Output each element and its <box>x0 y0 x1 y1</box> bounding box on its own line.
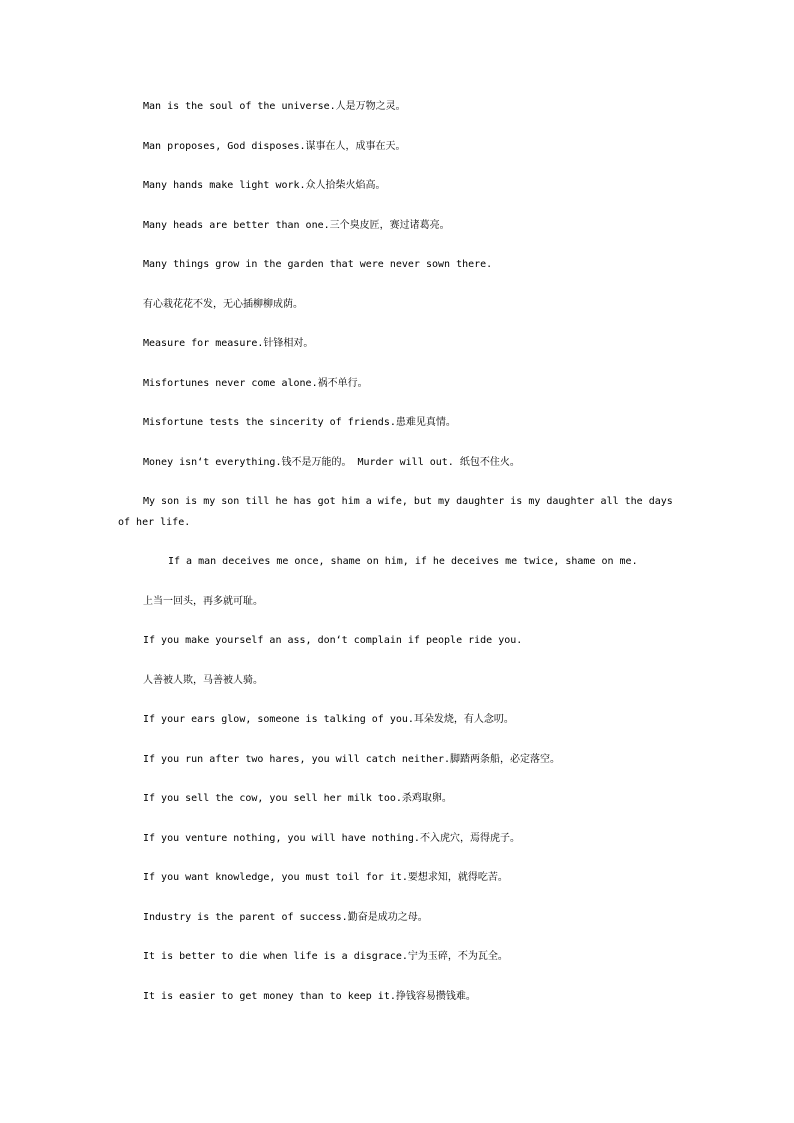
proverb-line: Measure for measure.针锋相对。 <box>143 338 314 349</box>
proverb-line: If you want knowledge, you must toil for it.要想求知，就得吃苦。 <box>143 872 508 883</box>
proverb-line: It is easier to get money than to keep it.挣钱容易攒钱难。 <box>143 991 476 1002</box>
proverb-line: Man proposes, God disposes.谋事在人，成事在天。 <box>143 141 406 152</box>
proverb-line: If you sell the cow, you sell her milk too.杀鸡取卵。 <box>143 793 452 804</box>
proverb-line: If you run after two hares, you will catch neither.脚踏两条船，必定落空。 <box>143 754 561 765</box>
proverb-line: If your ears glow, someone is talking of you.耳朵发烧，有人念叨。 <box>143 714 514 725</box>
proverb-line: Many things grow in the garden that were never sown there. <box>143 259 493 270</box>
proverb-line: 上当一回头，再多就可耻。 <box>143 596 263 607</box>
proverb-line: Man is the soul of the universe.人是万物之灵。 <box>143 101 406 112</box>
proverb-line: Misfortune tests the sincerity of friends.患难见真情。 <box>143 417 456 428</box>
proverb-line: Money isn‘t everything.钱不是万能的。 Murder will out. 纸包不住火。 <box>143 457 520 468</box>
proverb-line: It is better to die when life is a disgrace.宁为玉碎，不为瓦全。 <box>143 951 508 962</box>
proverb-line: 有心栽花花不发，无心插柳柳成荫。 <box>143 299 303 310</box>
proverb-line: If a man deceives me once, shame on him, if he deceives me twice, shame on me. <box>168 556 638 567</box>
proverb-line: If you make yourself an ass, don‘t complain if people ride you. <box>143 635 523 646</box>
proverb-line: Many hands make light work.众人拾柴火焰高。 <box>143 180 386 191</box>
proverb-line: If you venture nothing, you will have nothing.不入虎穴，焉得虎子。 <box>143 833 520 844</box>
proverb-line: 人善被人欺，马善被人骑。 <box>143 675 263 686</box>
proverb-line: Misfortunes never come alone.祸不单行。 <box>143 378 368 389</box>
proverb-line: Many heads are better than one.三个臭皮匠，赛过诸葛亮。 <box>143 220 450 231</box>
proverb-line: Industry is the parent of success.勤奋是成功之母。 <box>143 912 428 923</box>
proverb-paragraph: My son is my son till he has got him a wife, but my daughter is my daughter all the days of her life. <box>118 496 673 528</box>
